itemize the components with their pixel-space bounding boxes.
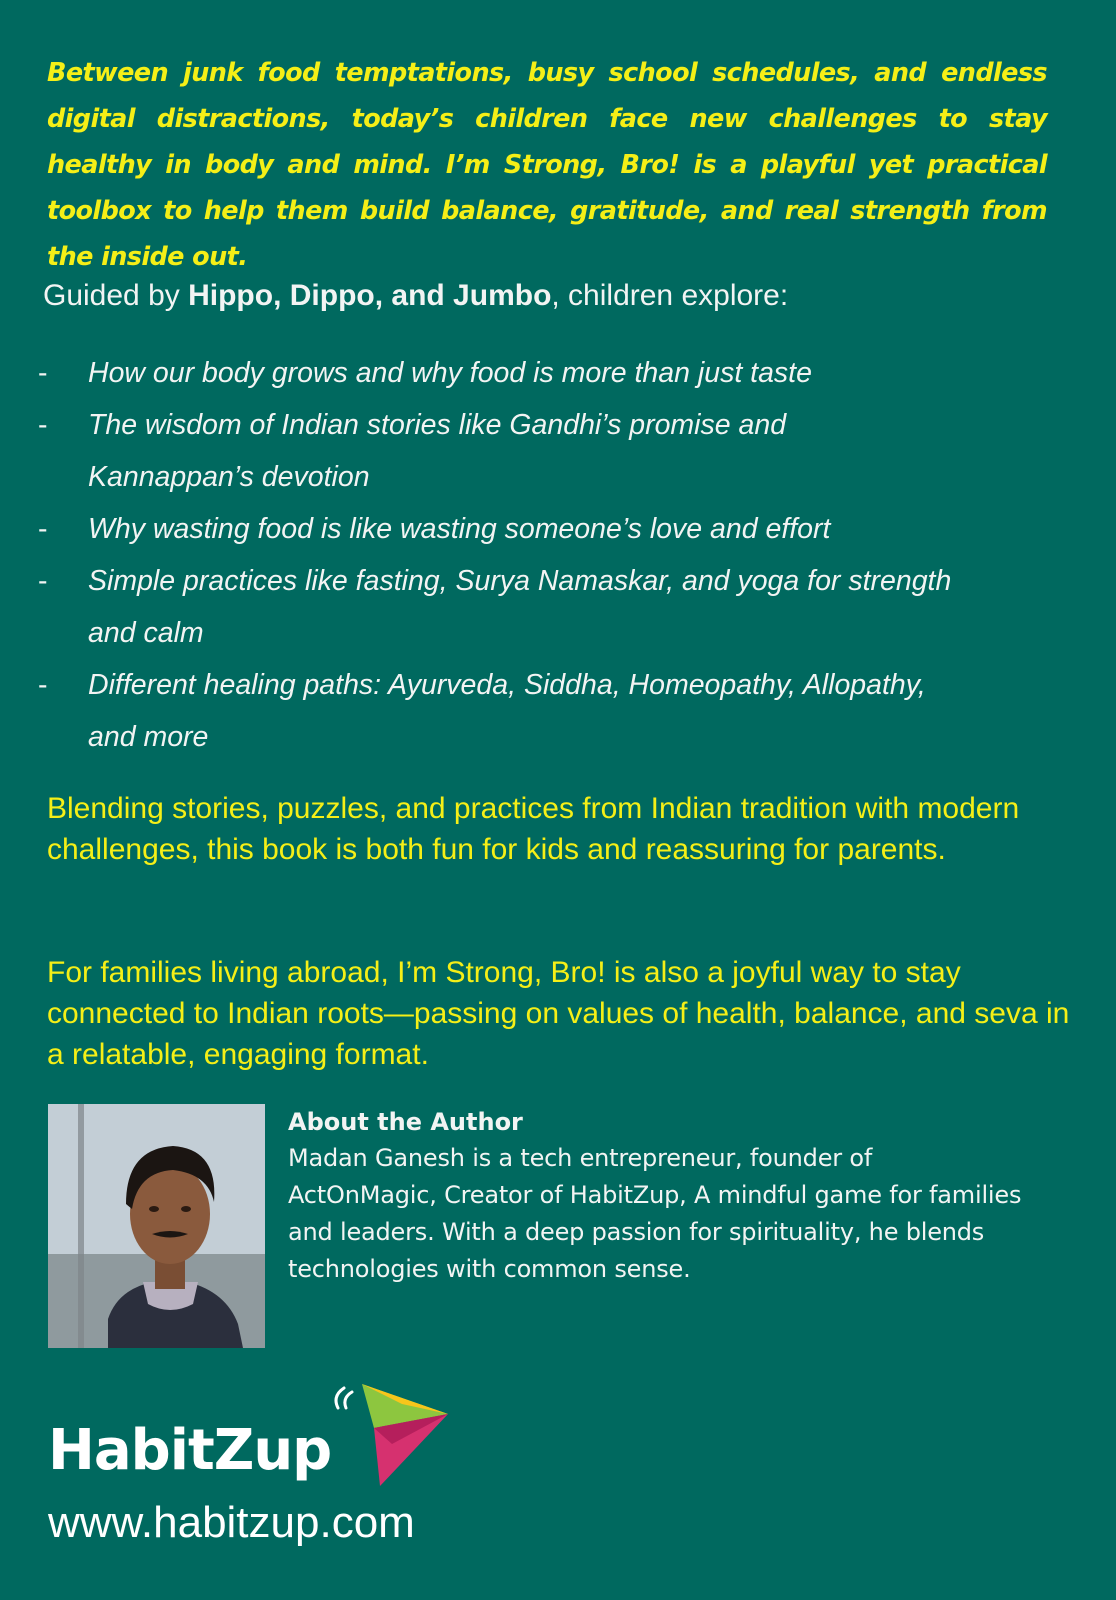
guided-prefix: Guided by — [43, 279, 189, 312]
bullet-dash: - — [38, 669, 48, 701]
intro-paragraph: Between junk food temptations, busy school schedules, and endless digital distractions, today’s children face new challenges to stay healthy in body and mind. I’m Strong, Bro! is a playful yet practical toolbox to help them build balance, gratitude, and real strength from the inside out. — [47, 58, 1047, 272]
bullet-dash: - — [38, 409, 48, 441]
list-item-text: Simple practices like fasting, Surya Namaskar, and yoga for strength and calm — [88, 565, 952, 649]
guide-names: Hippo, Dippo, and Jumbo — [188, 279, 552, 312]
brand-name: HabitZup — [48, 1418, 332, 1483]
list-item-text: How our body grows and why food is more than just taste — [88, 357, 812, 389]
list-item — [38, 555, 998, 659]
bullet-dash: - — [38, 513, 48, 545]
author-portrait-icon — [48, 1104, 265, 1348]
guided-suffix: , children explore: — [551, 279, 789, 312]
habitzup-logo-icon — [280, 1380, 460, 1500]
list-item — [38, 503, 1078, 555]
guided-by-line — [43, 276, 1073, 316]
list-item-text: Why wasting food is like wasting someone’s love and effort — [88, 513, 831, 545]
about-author — [288, 1104, 1028, 1288]
blend-paragraph: Blending stories, puzzles, and practices from Indian tradition with modern challenges, this book is both fun for kids and reassuring for parents. — [47, 792, 1020, 866]
author-photo — [48, 1104, 265, 1348]
list-item — [38, 347, 1078, 399]
brand-block — [48, 1380, 468, 1560]
topics-list — [38, 347, 1078, 763]
bullet-dash: - — [38, 357, 48, 389]
list-item-text: The wisdom of Indian stories like Gandhi’s promise and Kannappan’s devotion — [88, 409, 787, 493]
list-item — [38, 659, 938, 763]
families-paragraph: For families living abroad, I’m Strong, Bro! is also a joyful way to stay connected to Indian roots—passing on values of health, balance, and seva in a relatable, engaging format. — [47, 956, 1070, 1071]
author-heading: About the Author — [288, 1108, 523, 1136]
list-item — [38, 399, 918, 503]
author-bio: Madan Ganesh is a tech entrepreneur, founder of ActOnMagic, Creator of HabitZup, A mindful game for families and leaders. With a deep passion for spirituality, he blends technologies with common sense. — [288, 1144, 1022, 1283]
website-link[interactable]: www.habitzup.com — [48, 1498, 415, 1547]
list-item-text: Different healing paths: Ayurveda, Siddha, Homeopathy, Allopathy, and more — [88, 669, 926, 753]
bullet-dash: - — [38, 565, 48, 597]
